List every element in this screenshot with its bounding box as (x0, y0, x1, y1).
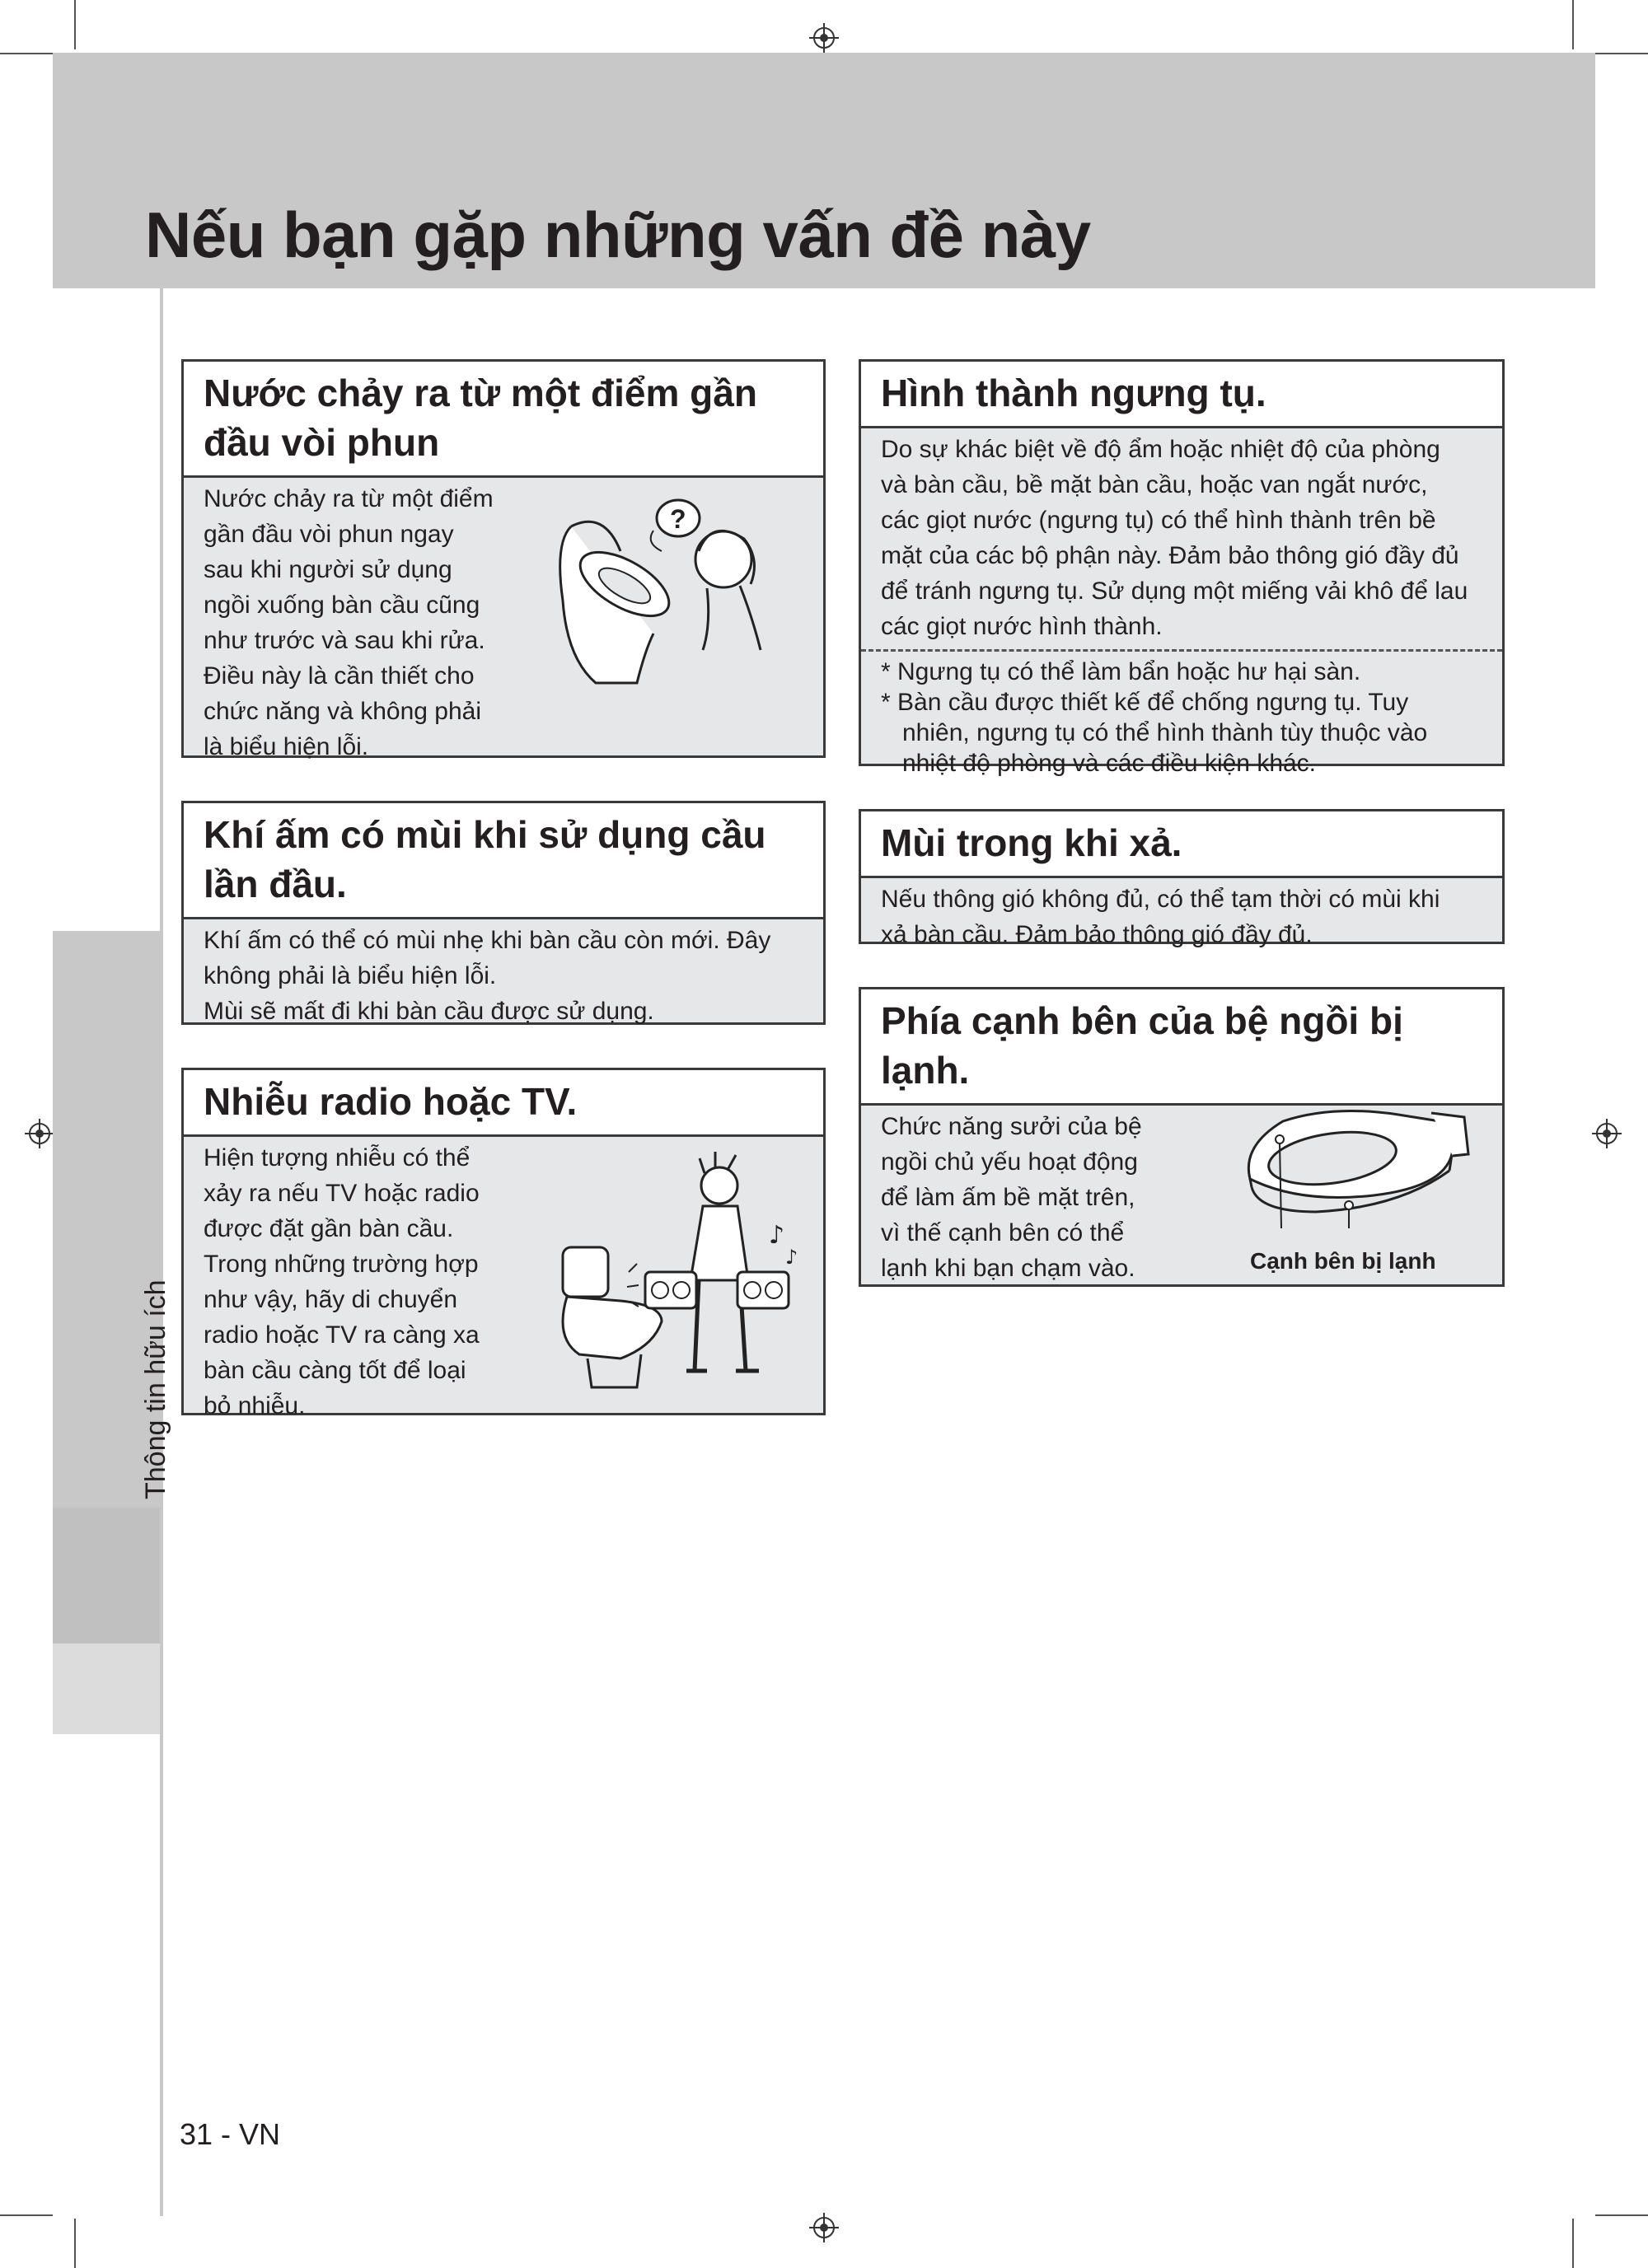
body-line: Điều này là cần thiết cho (204, 662, 475, 690)
section-title: Nước chảy ra từ một điểm gần đầu vòi phun (184, 362, 823, 478)
body-line: các giọt nước hình thành. (881, 613, 1163, 640)
body-line: sau khi người sử dụng (204, 556, 452, 583)
body-line: Chức năng sưởi của bệ (881, 1113, 1142, 1140)
crop-mark (1572, 0, 1574, 49)
body-line: vì thế cạnh bên có thể (881, 1219, 1125, 1246)
page-title: Nếu bạn gặp những vấn đề này (145, 199, 1091, 271)
section-title: Khí ấm có mùi khi sử dụng cầu lần đầu. (184, 803, 823, 919)
toilet-seat-illustration (1234, 1105, 1481, 1228)
svg-text:♪: ♪ (769, 1221, 785, 1250)
body-line: mặt của các bộ phận này. Đảm bảo thông gió đầy đủ (881, 542, 1459, 569)
radio-interference-illustration (546, 1148, 802, 1396)
body-line: chức năng và không phải (204, 698, 481, 725)
body-line: ngồi xuống bàn cầu cũng (204, 592, 480, 619)
section-title: Hình thành ngưng tụ. (861, 362, 1502, 428)
body-line: để tránh ngưng tụ. Sử dụng một miếng vải khô để lau (881, 578, 1468, 605)
body-line: Do sự khác biệt về độ ẩm hoặc nhiệt độ của phòng (881, 436, 1440, 463)
section-condensation (859, 359, 1505, 777)
margin-line (160, 288, 163, 2216)
registration-mark-icon (809, 2213, 839, 2242)
body-line: lạnh khi bạn chạm vào. (881, 1255, 1135, 1282)
body-line: xảy ra nếu TV hoặc radio (204, 1180, 480, 1207)
section-radio (181, 1068, 826, 1419)
body-line: để làm ấm bề mặt trên, (881, 1184, 1135, 1211)
body-line: như vậy, hãy di chuyển (204, 1286, 458, 1313)
side-tab-segment (53, 1508, 160, 1644)
crop-mark (1595, 53, 1648, 54)
crop-mark (0, 53, 53, 54)
body-line: như trước và sau khi rửa. (204, 627, 485, 654)
body-line: Hiện tượng nhiễu có thể (204, 1144, 471, 1171)
crop-mark (74, 2219, 76, 2268)
body-line: ngồi chủ yếu hoạt động (881, 1148, 1138, 1176)
registration-mark-icon (1592, 1119, 1622, 1148)
body-line: và bàn cầu, bề mặt bàn cầu, hoặc van ngắt nước, (881, 471, 1428, 498)
crop-mark (1572, 2219, 1574, 2268)
registration-mark-icon (809, 23, 839, 53)
body-line: bàn cầu càng tốt để loại (204, 1357, 466, 1384)
body-line: là biểu hiện lỗi. (204, 733, 369, 760)
body-line: Mùi sẽ mất đi khi bàn cầu được sử dụng. (204, 998, 654, 1025)
svg-text:♪: ♪ (785, 1246, 798, 1269)
body-line: bỏ nhiễu. (204, 1392, 306, 1419)
side-tab-label: Thông tin hữu ích (140, 1279, 171, 1499)
body-line: không phải là biểu hiện lỗi. (204, 962, 497, 989)
section-body (861, 428, 1502, 785)
body-line: được đặt gần bàn cầu. (204, 1215, 454, 1242)
section-spray (181, 359, 826, 758)
section-body (861, 878, 1502, 959)
section-smell-first (181, 801, 826, 1025)
crop-mark (1595, 2214, 1648, 2216)
body-line: xả bàn cầu. Đảm bảo thông gió đầy đủ. (881, 921, 1313, 948)
svg-text:?: ? (670, 504, 686, 534)
section-title: Mùi trong khi xả. (861, 811, 1502, 878)
body-line: Trong những trường hợp (204, 1251, 479, 1278)
page-number: 31 - VN (180, 2117, 281, 2151)
side-tab-segment (53, 1644, 160, 1734)
section-title: Nhiễu radio hoặc TV. (184, 1070, 823, 1137)
note-item: * Ngưng tụ có thể làm bẩn hoặc hư hại sàn. (881, 658, 1361, 685)
illustration-caption: Cạnh bên bị lạnh (1250, 1248, 1436, 1274)
body-line: Nếu thông gió không đủ, có thể tạm thời có mùi khi (881, 886, 1440, 913)
section-cold-seat (859, 987, 1505, 1287)
section-title: Phía cạnh bên của bệ ngồi bị lạnh. (861, 989, 1502, 1106)
toilet-question-illustration (546, 493, 794, 699)
registration-mark-icon (25, 1119, 54, 1148)
note-item: * Bàn cầu được thiết kế để chống ngưng tụ. Tuy nhiên, ngưng tụ có thể hình thành tùy thuộc vào nhiệt độ phòng và các điều kiện khác. (881, 689, 1428, 777)
body-line: Khí ấm có thể có mùi nhẹ khi bàn cầu còn mới. Đây (204, 927, 771, 954)
body-line: radio hoặc TV ra càng xa (204, 1321, 480, 1349)
body-line: các giọt nước (ngưng tụ) có thể hình thành trên bề (881, 507, 1436, 534)
crop-mark (0, 2214, 53, 2216)
section-body (184, 919, 823, 1036)
crop-mark (74, 0, 76, 49)
body-line: Nước chảy ra từ một điểm (204, 485, 494, 512)
body-line: gần đầu vòi phun ngay (204, 521, 454, 548)
section-flush-smell (859, 809, 1505, 948)
dashed-divider (861, 649, 1502, 652)
